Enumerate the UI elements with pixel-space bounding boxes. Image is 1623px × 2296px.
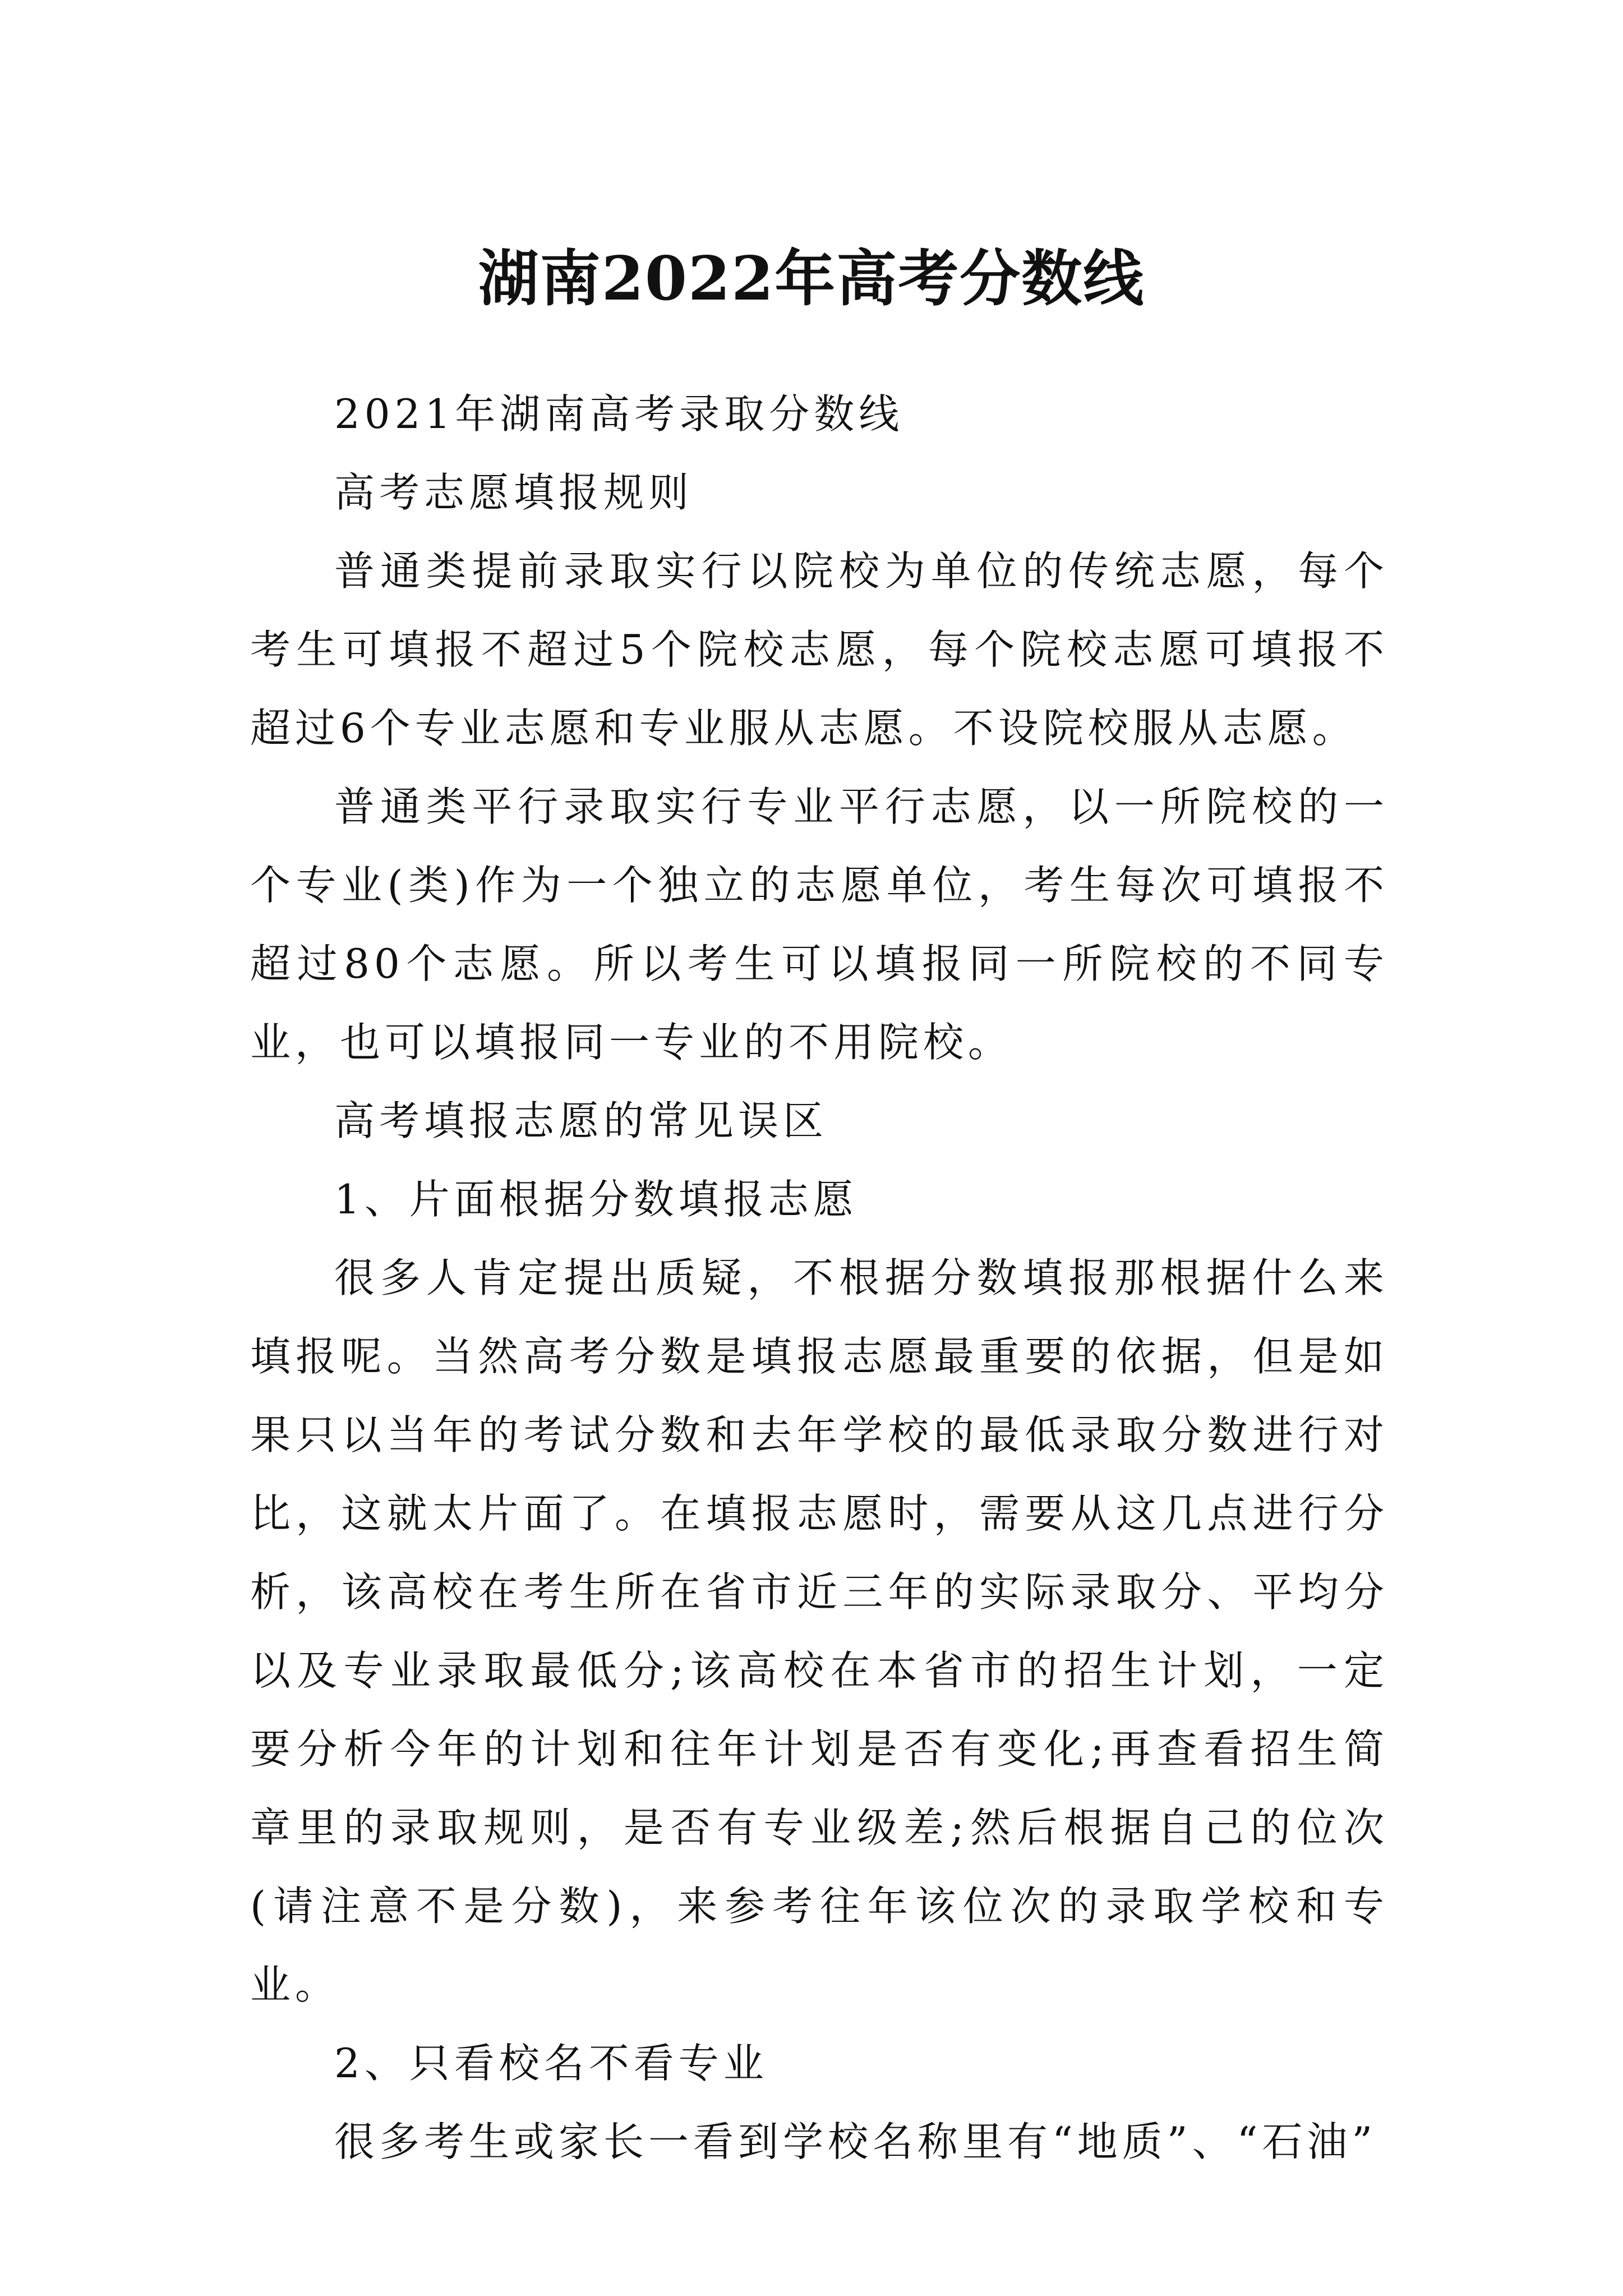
paragraph-misconception-1-body: 很多人肯定提出质疑，不根据分数填报那根据什么来填报呢。当然高考分数是填报志愿最重要的依据，但是如果只以当年的考试分数和去年学校的最低录取分数进行对比，这就太片面了。在填报志愿时，需要从这几点进行分析，该高校在考生所在省市近三年的实际录取分、平均分以及专业录取最低分;该高校在本省市的招生计划，一定要分析今年的计划和往年计划是否有变化;再查看招生简章里的录取规则，是否有专业级差;然后根据自己的位次(请注意不是分数)，来参考往年该位次的录取学校和专业。 — [250, 1254, 1389, 2008]
document-title: 湖南2022年高考分数线 — [478, 243, 1145, 315]
paragraph-misconception-2-body: 很多考生或家长一看到学校名称里有“地质”、“石油” — [334, 2118, 1377, 2165]
document-body — [250, 375, 1389, 2181]
paragraph-rules-heading: 高考志愿填报规则 — [334, 469, 694, 516]
paragraph-misconception-1-heading: 1、片面根据分数填报志愿 — [334, 1176, 858, 1223]
paragraph-early-admission: 普通类提前录取实行以院校为单位的传统志愿，每个考生可填报不超过5个院校志愿，每个院校志愿可填报不超过6个专业志愿和专业服从志愿。不设院校服从志愿。 — [250, 547, 1389, 752]
paragraph-2021-score-line: 2021年湖南高考录取分数线 — [334, 390, 904, 438]
paragraph-misconceptions-heading: 高考填报志愿的常见误区 — [334, 1097, 828, 1144]
paragraph-misconception-2-heading: 2、只看校名不看专业 — [334, 2040, 768, 2087]
paragraph-parallel-admission: 普通类平行录取实行专业平行志愿，以一所院校的一个专业(类)作为一个独立的志愿单位，考生每次可填报不超过80个志愿。所以考生可以填报同一所院校的不同专业，也可以填报同一专业的不用院校。 — [250, 783, 1389, 1066]
